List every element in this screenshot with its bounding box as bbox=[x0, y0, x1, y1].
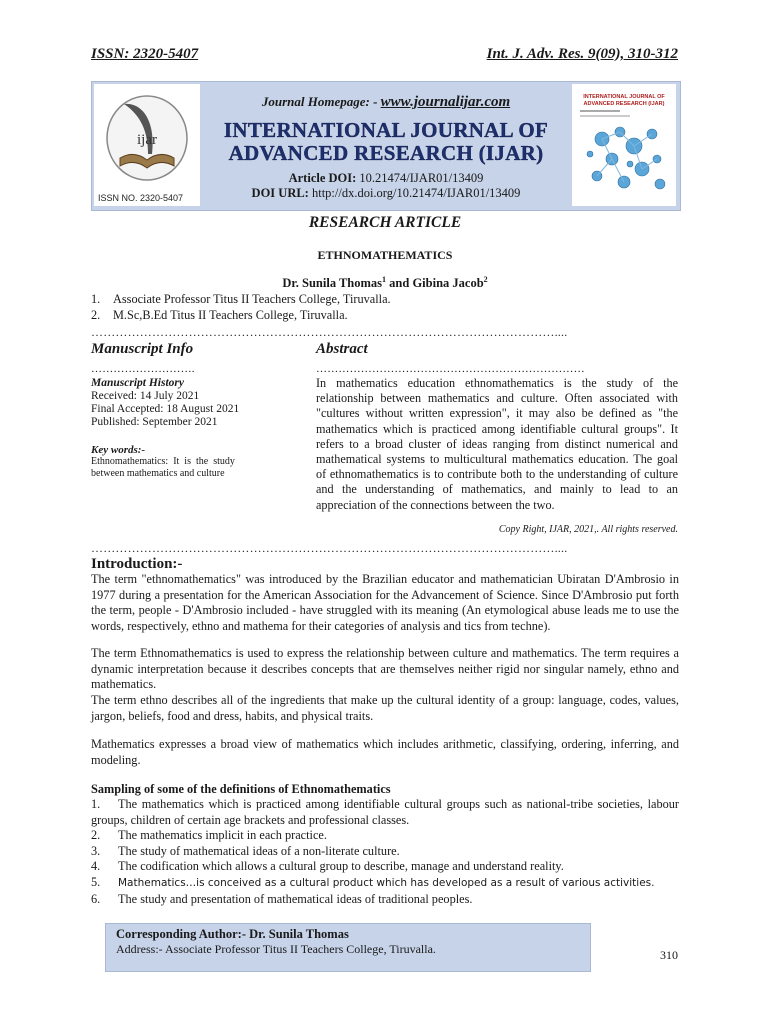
manuscript-info-heading: Manuscript Info bbox=[91, 341, 194, 357]
doi-url[interactable]: DOI URL: http://dx.doi.org/10.21474/IJAR01/13409 bbox=[251, 186, 521, 200]
separator-line: …………………………………………………………………………………………………….... bbox=[91, 541, 568, 555]
definition-item: 3. The study of mathematical ideas of a non-literate culture. bbox=[91, 843, 400, 858]
corresponding-author-label: Corresponding Author:- Dr. Sunila Thomas bbox=[116, 927, 349, 941]
article-doi: Article DOI: 10.21474/IJAR01/13409 bbox=[288, 171, 484, 185]
affiliation-item: 1. Associate Professor Titus II Teachers College, Tiruvalla. bbox=[91, 292, 391, 306]
article-type: RESEARCH ARTICLE bbox=[308, 214, 462, 231]
molecule-cover-icon bbox=[572, 84, 676, 206]
citation-header: Int. J. Adv. Res. 9(09), 310-312 bbox=[486, 46, 678, 62]
page-number: 310 bbox=[660, 948, 678, 962]
abstract-text: In mathematics education ethnomathematics is the study of the relationship between mathematics and culture. Often associated with "cultures without written expression", it may also be defined as "the mathematics which is practiced among identifiable cultural groups". It refers to a broad cluster of ideas ranging from distinct numerical and mathematical systems to multicultural mathematics education. The goal of ethnomathematics is to contribute both to the understanding of culture and the understanding of mathematics, and mainly to lead to an appreciation of the connections between the two. bbox=[316, 376, 678, 512]
svg-text:ADVANCED RESEARCH (IJAR): ADVANCED RESEARCH (IJAR) bbox=[583, 101, 665, 107]
corresponding-author-address: Address:- Associate Professor Titus II Teachers College, Tiruvalla. bbox=[116, 942, 436, 956]
intro-paragraph: The term ethno describes all of the ingredients that make up the cultural identity of a group: language, codes, values, jargon, beliefs, food and dress, habits, and physical traits. bbox=[91, 693, 679, 723]
corresponding-author-box bbox=[105, 923, 591, 972]
introduction-heading: Introduction:- bbox=[91, 556, 183, 572]
svg-text:ISSN NO. 2320-5407: ISSN NO. 2320-5407 bbox=[98, 193, 184, 203]
svg-text:ijar: ijar bbox=[137, 132, 157, 148]
definition-item: 4. The codification which allows a cultural group to describe, manage and understand reality. bbox=[91, 859, 564, 874]
separator-line: …………………………………………………………………………………………………….... bbox=[91, 325, 568, 339]
abstract-dots: ……………………………………………………………… bbox=[316, 363, 585, 375]
abstract-heading: Abstract bbox=[316, 341, 368, 357]
affiliation-item: 2. M.Sc,B.Ed Titus II Teachers College, Tiruvalla. bbox=[91, 307, 348, 322]
intro-paragraph: Mathematics expresses a broad view of mathematics which includes arithmetic, classifying, ordering, inferring, and modeling. bbox=[91, 737, 679, 767]
definition-item: 2. The mathematics implicit in each practice. bbox=[91, 828, 327, 843]
journal-homepage-link[interactable]: www.journalijar.com bbox=[380, 94, 511, 110]
issn-header: ISSN: 2320-5407 bbox=[91, 46, 199, 62]
definitions-heading: Sampling of some of the definitions of Ethnomathematics bbox=[91, 782, 391, 796]
quill-book-icon bbox=[94, 84, 200, 206]
ijar-logo bbox=[94, 84, 200, 206]
manuscript-history: Manuscript History Received: 14 July 2021 Final Accepted: 18 August 2021 Published: September 2021 bbox=[91, 377, 240, 428]
journal-homepage: Journal Homepage: - www.journalijar.com bbox=[261, 94, 511, 110]
definition-item: 1. The mathematics which is practiced among identifiable cultural groups such as national-tribe societies, labour groups, children of certain age brackets and professional classes. bbox=[91, 797, 679, 827]
intro-paragraph: The term "ethnomathematics" was introduced by the Brazilian educator and mathematician Ubiratan D'Ambrosio in 1977 during a presentation for the American Association for the Advancement of Science. Since D'Ambrosio put forth the term, people - D'Ambrosio included - have struggled with its meaning (An etymological abuse leads me to use the words, respectively, ethno and mathema for their categories of analysis and tics from techne). bbox=[91, 572, 679, 633]
manuscript-dots: ………………………. bbox=[91, 363, 195, 375]
copyright-notice: Copy Right, IJAR, 2021,. All rights reserved. bbox=[498, 524, 678, 535]
keywords: Key words:- Ethnomathematics: It is the study between mathematics and culture bbox=[91, 444, 235, 479]
journal-cover-image bbox=[572, 84, 676, 206]
definitions-list bbox=[91, 797, 679, 907]
journal-title: INTERNATIONAL JOURNAL OF ADVANCED RESEARCH (IJAR) bbox=[223, 118, 549, 165]
svg-text:INTERNATIONAL JOURNAL OF: INTERNATIONAL JOURNAL OF bbox=[583, 94, 665, 100]
definition-item: 6. The study and presentation of mathematical ideas of traditional peoples. bbox=[91, 891, 473, 906]
definition-item: 5. Mathematics…is conceived as a cultural product which has developed as a result of various activities. bbox=[91, 874, 655, 889]
intro-paragraph: The term Ethnomathematics is used to express the relationship between culture and mathematics. The term requires a dynamic interpretation because it describes concepts that are themselves neither rigid nor singular namely, ethno and mathematics. bbox=[91, 646, 679, 692]
affiliations bbox=[91, 292, 391, 323]
article-title: ETHNOMATHEMATICS bbox=[317, 248, 453, 262]
banner-center bbox=[200, 84, 572, 206]
authors: Dr. Sunila Thomas$^1$ and Gibina Jacob$^2$ bbox=[282, 275, 488, 291]
